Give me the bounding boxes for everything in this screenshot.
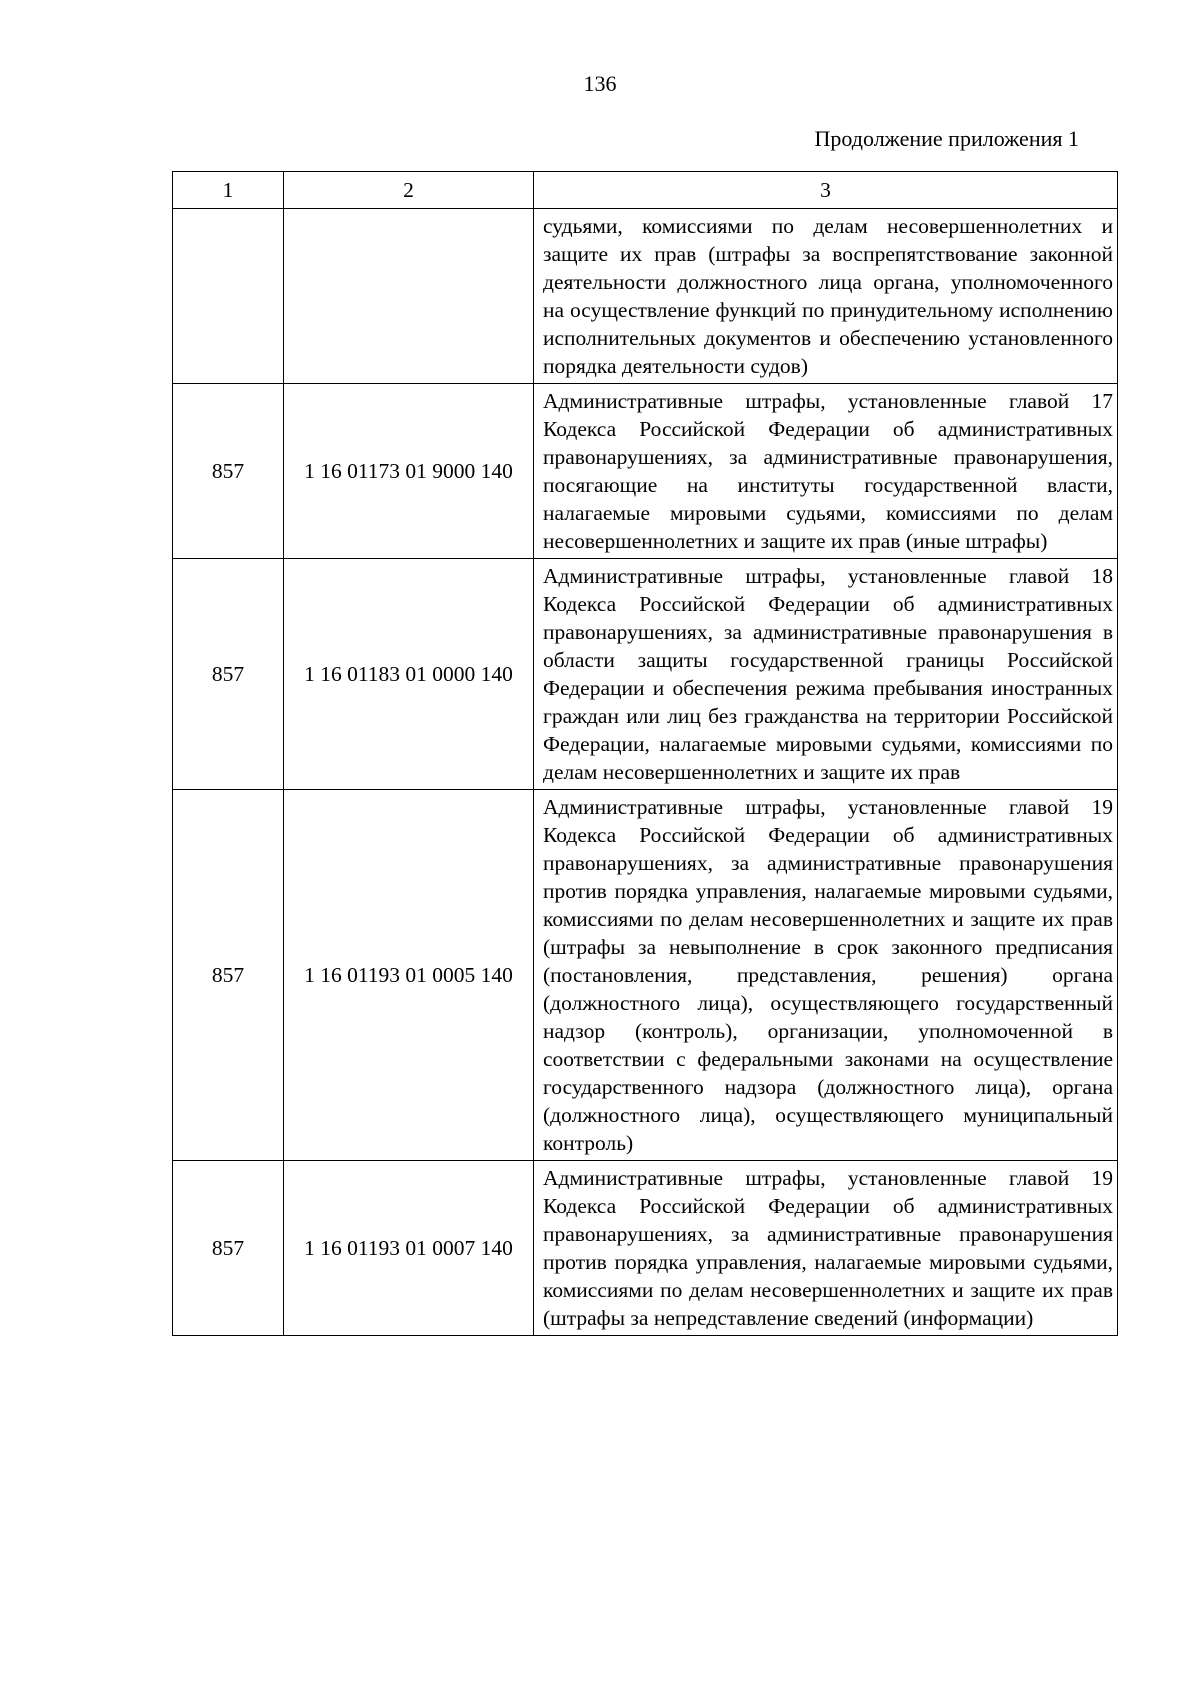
description-cell: Административные штрафы, установленные главой 18 Кодекса Российской Федерации об административных правонарушениях, за административные правонарушения в области защиты государственной границы Российской Федерации и обеспечения режима пребывания иностранных граждан или лиц без гражданства на территории Российской Федерации, налагаемые мировыми судьями, комиссиями по делам несовершеннолетних и защите их прав <box>534 559 1118 790</box>
admin-code-cell: 857 <box>173 1161 284 1336</box>
kbk-code-cell: 1 16 01193 01 0005 140 <box>284 790 534 1161</box>
description-cell: Административные штрафы, установленные главой 17 Кодекса Российской Федерации об административных правонарушениях, за административные правонарушения, посягающие на институты государственной власти, налагаемые мировыми судьями, комиссиями по делам несовершеннолетних и защите их прав (иные штрафы) <box>534 384 1118 559</box>
admin-code-cell: 857 <box>173 790 284 1161</box>
header-col-3: 3 <box>534 172 1118 209</box>
admin-code-cell <box>173 209 284 384</box>
kbk-code-cell <box>284 209 534 384</box>
table-row <box>173 384 1118 559</box>
table-header-row <box>173 172 1118 209</box>
table-row <box>173 790 1118 1161</box>
kbk-code-cell: 1 16 01183 01 0000 140 <box>284 559 534 790</box>
admin-code-cell: 857 <box>173 384 284 559</box>
revenue-codes-table <box>172 171 1118 1336</box>
description-cell: Административные штрафы, установленные главой 19 Кодекса Российской Федерации об административных правонарушениях, за административные правонарушения против порядка управления, налагаемые мировыми судьями, комиссиями по делам несовершеннолетних и защите их прав (штрафы за невыполнение в срок законного предписания (постановления, представления, решения) органа (должностного лица), осуществляющего государственный надзор (контроль), организации, уполномоченной в соответствии с федеральными законами на осуществление государственного надзора (должностного лица), органа (должностного лица), осуществляющего муниципальный контроль) <box>534 790 1118 1161</box>
table-row <box>173 1161 1118 1336</box>
table-row <box>173 559 1118 790</box>
description-cell: судьями, комиссиями по делам несовершеннолетних и защите их прав (штрафы за воспрепятствование законной деятельности должностного лица органа, уполномоченного на осуществление функций по принудительному исполнению исполнительных документов и обеспечению установленного порядка деятельности судов) <box>534 209 1118 384</box>
header-col-2: 2 <box>284 172 534 209</box>
kbk-code-cell: 1 16 01193 01 0007 140 <box>284 1161 534 1336</box>
table-row <box>173 209 1118 384</box>
page-number: 136 <box>583 71 617 96</box>
kbk-code-cell: 1 16 01173 01 9000 140 <box>284 384 534 559</box>
admin-code-cell: 857 <box>173 559 284 790</box>
appendix-continuation-note: Продолжение приложения 1 <box>814 126 1079 151</box>
description-cell: Административные штрафы, установленные главой 19 Кодекса Российской Федерации об административных правонарушениях, за административные правонарушения против порядка управления, налагаемые мировыми судьями, комиссиями по делам несовершеннолетних и защите их прав (штрафы за непредставление сведений (информации) <box>534 1161 1118 1336</box>
header-col-1: 1 <box>173 172 284 209</box>
